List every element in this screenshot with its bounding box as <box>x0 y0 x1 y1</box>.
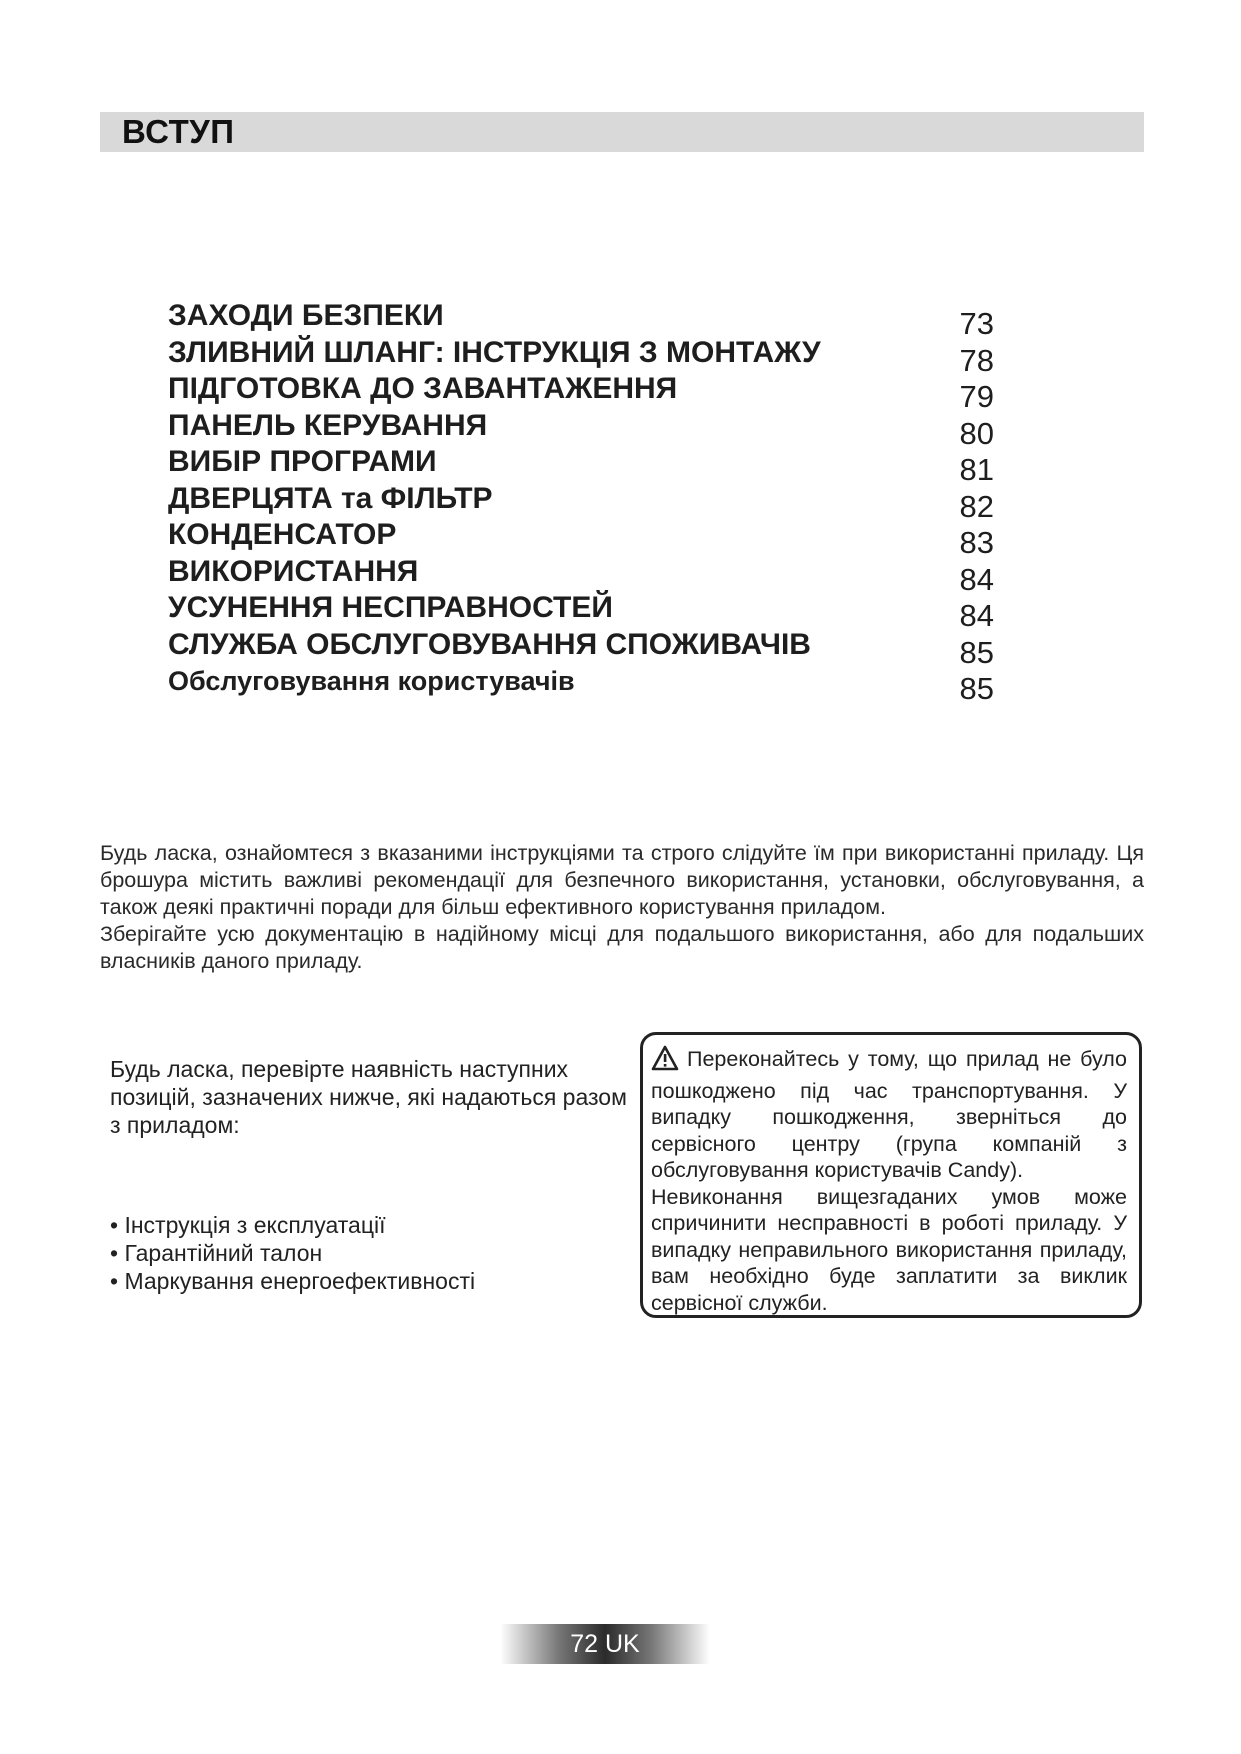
toc-entry <box>168 627 1008 670</box>
warning-paragraph <box>651 1045 1127 1184</box>
warning-box <box>640 1032 1142 1318</box>
intro-paragraph: Будь ласка, ознайомтеся з вказаними інструкціями та строго слідуйте їм при використанні приладу. Ця брошура містить важливі рекомендації для безпечного використання, установки, обслуговування, а також деякі практичні поради для більш ефективного користування приладом. <box>100 841 1144 919</box>
toc-entry-label: ДВЕРЦЯТА та ФІЛЬТР <box>168 481 493 515</box>
toc-entry <box>168 444 1008 487</box>
checklist-items <box>110 1211 630 1295</box>
warning-triangle-icon <box>651 1045 679 1078</box>
toc-entry <box>168 481 1008 524</box>
toc-entry <box>168 371 1008 414</box>
warning-paragraph: Невиконання вищезгаданих умов може спричинити несправності в роботі приладу. У випадку неправильного використання приладу, вам необхідно буде заплатити за виклик сервісної служби. <box>651 1184 1127 1315</box>
page-number: 72 UK <box>570 1630 640 1658</box>
toc-entry-label: ЗАХОДИ БЕЗПЕКИ <box>168 299 444 332</box>
toc-entry <box>168 517 1008 560</box>
toc-entry-page: 80 <box>959 415 994 451</box>
intro-paragraph: Зберігайте усю документацію в надійному місці для подальшого використання, або для подальших власників даного приладу. <box>100 922 1144 973</box>
intro-text <box>100 840 1144 975</box>
toc-entry-page: 84 <box>959 561 994 597</box>
list-item: • Маркування енергоефективності <box>110 1267 630 1295</box>
toc-entry <box>168 663 1008 706</box>
toc-entry <box>168 590 1008 633</box>
list-item: • Інструкція з експлуатації <box>110 1211 630 1239</box>
toc-entry-label: Обслуговування користувачів <box>168 666 575 696</box>
toc-entry-label: КОНДЕНСАТОР <box>168 518 397 551</box>
list-item: • Гарантійний талон <box>110 1239 630 1267</box>
section-title: ВСТУП <box>122 113 235 150</box>
toc-entry-page: 85 <box>959 634 994 670</box>
toc-entry-page: 79 <box>959 379 994 414</box>
toc-entry <box>168 554 1008 597</box>
toc-entry <box>168 408 1008 451</box>
toc-entry-label: СЛУЖБА ОБСЛУГОВУВАННЯ СПОЖИВАЧІВ <box>168 627 811 661</box>
toc-entry-label: ПІДГОТОВКА ДО ЗАВАНТАЖЕННЯ <box>168 372 678 405</box>
toc-entry <box>168 298 1008 341</box>
toc-entry-page: 81 <box>959 452 994 487</box>
toc-entry-label: УСУНЕННЯ НЕСПРАВНОСТЕЙ <box>168 591 613 624</box>
toc-entry-label: ПАНЕЛЬ КЕРУВАННЯ <box>168 408 488 442</box>
toc-entry-page: 82 <box>959 488 994 524</box>
toc-entry-page: 83 <box>959 525 994 560</box>
toc-entry-page: 78 <box>959 342 994 378</box>
package-checklist <box>110 1055 630 1295</box>
toc-entry-label: ВИБІР ПРОГРАМИ <box>168 445 437 478</box>
toc-entry <box>168 335 1008 378</box>
toc-entry-label: ЗЛИВНИЙ ШЛАНГ: ІНСТРУКЦІЯ З МОНТАЖУ <box>168 335 821 369</box>
toc-entry-page: 73 <box>959 306 994 341</box>
section-header <box>100 112 1144 152</box>
toc-entry-label: ВИКОРИСТАННЯ <box>168 554 419 588</box>
warning-text: Переконайтесь у тому, що прилад не було пошкоджено під час транспортування. У випадку пошкодження, зверніться до сервісного центру (група компаній з обслуговування користувачів Candy). <box>651 1047 1127 1182</box>
toc-entry-page: 85 <box>959 671 994 706</box>
toc-entry-page: 84 <box>959 598 994 633</box>
page-number-badge <box>500 1624 710 1664</box>
table-of-contents <box>168 298 1008 706</box>
checklist-intro: Будь ласка, перевірте наявність наступних позицій, зазначених нижче, які надаються разом з приладом: <box>110 1056 627 1138</box>
